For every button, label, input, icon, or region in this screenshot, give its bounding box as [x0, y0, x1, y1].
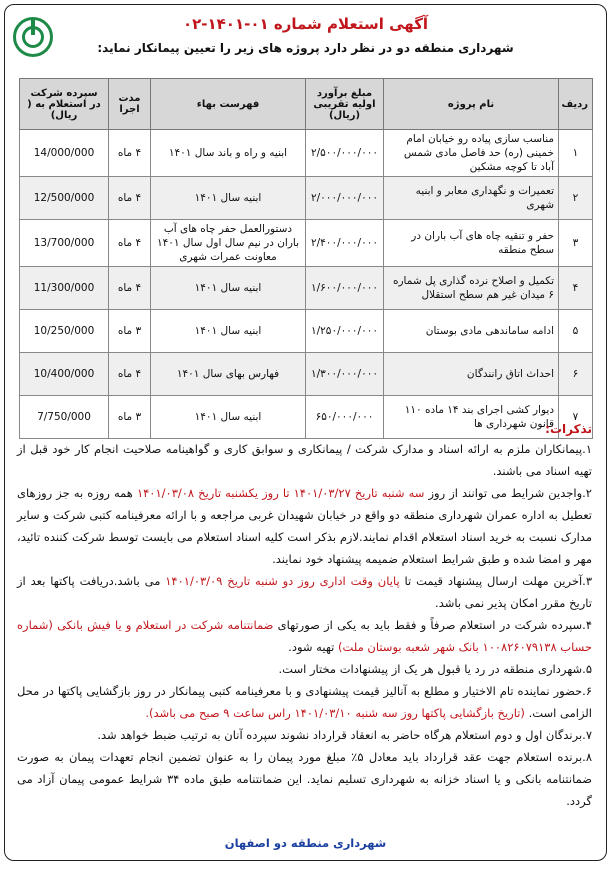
- note-8: ۸.برنده استعلام جهت عقد قرارداد باید معادل ۵٪ مبلغ مورد پیمان را به عنوان تضمین انجام تعهدات پیمان به صورت ضمانتنامه بانکی و یا اسناد خزانه به شهرداری تسلیم نماید. این ضمانتنامه طبق ماده ۳۴ شرایط عمومی پیمان آزاد می گردد.: [17, 750, 592, 808]
- price-list: ابنیه سال ۱۴۰۱: [151, 396, 306, 439]
- note-7: ۷.برندگان اول و دوم استعلام هرگاه حاضر به انعقاد قرارداد نشوند سپرده آنان به ترتیب ضبط خواهد شد.: [97, 728, 592, 742]
- notice-title: آگهی استعلام شماره ۰۱-۱۴۰۱-۰۲: [182, 15, 429, 33]
- note-3-text-b: می باشد.دریافت پاکتها بعد از تاریخ مقرر امکان پذیر نمی باشد.: [17, 574, 592, 610]
- table-header-row: [20, 79, 593, 130]
- deposit: 13/700/000: [20, 220, 109, 267]
- deposit: 11/300/000: [20, 267, 109, 310]
- table-row: [20, 220, 593, 267]
- budget: ۲/۰۰۰/۰۰۰/۰۰۰: [306, 177, 384, 220]
- row-number: ۷: [559, 396, 593, 439]
- note-5: ۵.شهرداری منطقه در رد یا قبول هر یک از پیشنهادات مختار است.: [278, 662, 592, 676]
- duration: ۴ ماه: [109, 177, 151, 220]
- project-name: تکمیل و اصلاح نرده گذاری پل شماره ۶ میدان غیر هم سطح استقلال: [384, 267, 559, 310]
- budget: ۱/۲۵۰/۰۰۰/۰۰۰: [306, 310, 384, 353]
- header-duration: مدت اجرا: [109, 79, 151, 130]
- note-6-opening-date: (تاریخ بازگشایی پاکتها روز سه شنبه ۱۴۰۱/۰۳/۱۰ راس ساعت ۹ صبح می باشد).: [145, 706, 525, 720]
- duration: ۴ ماه: [109, 220, 151, 267]
- row-number: ۶: [559, 353, 593, 396]
- note-6-text-a: ۶.حضور نماینده تام الاختیار و مطلع به آنالیز قیمت پیشنهادی و با معرفینامه کتبی پیمانکار در روز بازگشایی پاکتها در محل الزامی است.: [17, 684, 592, 720]
- table-row: [20, 177, 593, 220]
- note-4-text-a: ۴.سپرده شرکت در استعلام صرفاً و فقط باید به یکی از صورتهای: [273, 618, 593, 632]
- project-name: تعمیرات و نگهداری معابر و ابنیه شهری: [384, 177, 559, 220]
- deposit: 12/500/000: [20, 177, 109, 220]
- footer-signature: شهرداری منطقه دو اصفهان: [224, 836, 387, 850]
- budget: ۶۵۰/۰۰۰/۰۰۰: [306, 396, 384, 439]
- price-list: ابنیه سال ۱۴۰۱: [151, 177, 306, 220]
- note-3-deadline: پایان وقت اداری روز دو شنبه تاریخ ۱۴۰۱/۰۳/۰۹: [165, 574, 400, 588]
- project-name: احداث اتاق رانندگان: [384, 353, 559, 396]
- note-2-text-b: همه روزه به جز روزهای تعطیل به اداره عمران شهرداری منطقه دو واقع در خیابان شهیدان غربی مراجعه و با ارائه معرفینامه کتبی شرکت و سایر مدارک نسبت به خرید اسناد استعلام اقدام نمایند.لازم بذکر است کلیه اسناد استعلام می بایست توسط شرکت کننده تائید، مهر و امضا شده و طبق شرایط استعلام ضمیمه پیشنهاد خود نمایند.: [17, 486, 592, 566]
- header: [5, 5, 606, 79]
- note-2-dates: سه شنبه تاریخ ۱۴۰۱/۰۳/۲۷ تا روز یکشنبه تاریخ ۱۴۰۱/۰۳/۰۸: [136, 486, 425, 500]
- duration: ۴ ماه: [109, 267, 151, 310]
- notes-section: [17, 420, 592, 812]
- note-4-account: ضمانتنامه شرکت در استعلام و یا فیش بانکی (شماره حساب ۱۰۰۸۲۶۰۷۹۱۳۸ بانک شهر شعبه بوستان ملت): [17, 618, 592, 654]
- deposit: 7/750/000: [20, 396, 109, 439]
- price-list: فهارس بهای سال ۱۴۰۱: [151, 353, 306, 396]
- deposit: 10/400/000: [20, 353, 109, 396]
- note-3: [17, 570, 592, 614]
- note-1: ۱.پیمانکاران ملزم به ارائه اسناد و مدارک شرکت / پیمانکاری و سوابق کاری و گواهینامه صلاحیت انجام کار خود قبل از تهیه اسناد می باشند.: [17, 442, 592, 478]
- header-price-list: فهرست بهاء: [151, 79, 306, 130]
- row-number: ۳: [559, 220, 593, 267]
- table-row: [20, 267, 593, 310]
- budget: ۲/۵۰۰/۰۰۰/۰۰۰: [306, 130, 384, 177]
- budget: ۱/۳۰۰/۰۰۰/۰۰۰: [306, 353, 384, 396]
- row-number: ۵: [559, 310, 593, 353]
- notice-page: [4, 4, 607, 861]
- table-row: [20, 310, 593, 353]
- price-list: ابنیه سال ۱۴۰۱: [151, 310, 306, 353]
- duration: ۴ ماه: [109, 130, 151, 177]
- duration: ۴ ماه: [109, 353, 151, 396]
- header-row-number: ردیف: [559, 79, 593, 130]
- projects-table: [19, 78, 593, 439]
- budget: ۲/۴۰۰/۰۰۰/۰۰۰: [306, 220, 384, 267]
- project-name: حفر و تنقیه چاه های آب باران در سطح منطقه: [384, 220, 559, 267]
- price-list: دستورالعمل حفر چاه های آب باران در نیم سال اول سال ۱۴۰۱ معاونت عمرات شهری: [151, 220, 306, 267]
- note-4: [17, 614, 592, 658]
- row-number: ۲: [559, 177, 593, 220]
- row-number: ۴: [559, 267, 593, 310]
- notice-subtitle: شهرداری منطقه دو در نظر دارد پروژه های زیر را تعیین پیمانکار نماید:: [97, 41, 514, 55]
- note-2: [17, 482, 592, 570]
- price-list: ابنیه و راه و باند سال ۱۴۰۱: [151, 130, 306, 177]
- price-list: ابنیه سال ۱۴۰۱: [151, 267, 306, 310]
- project-name: مناسب سازی پیاده رو خیابان امام خمینی (ره) حد فاصل مادی شمس آباد تا کوچه مشکین: [384, 130, 559, 177]
- header-budget: مبلغ برآورد اولیه تقریبی (ریال): [306, 79, 384, 130]
- project-name: ادامه ساماندهی مادی بوستان: [384, 310, 559, 353]
- header-project-name: نام پروژه: [384, 79, 559, 130]
- note-3-text-a: ۳.آخرین مهلت ارسال پیشنهاد قیمت تا: [399, 574, 593, 588]
- project-name: دیوار کشی اجرای بند ۱۴ ماده ۱۱۰ قانون شهرداری ها: [384, 396, 559, 439]
- note-2-text-a: ۲.واجدین شرایط می توانند از روز: [424, 486, 592, 500]
- deposit: 10/250/000: [20, 310, 109, 353]
- deposit: 14/000/000: [20, 130, 109, 177]
- note-6: [17, 680, 592, 724]
- header-deposit: سپرده شرکت در استعلام به ( ریال): [20, 79, 109, 130]
- duration: ۳ ماه: [109, 310, 151, 353]
- table-row: [20, 130, 593, 177]
- table-row: [20, 353, 593, 396]
- notes-title: تذکرات:: [545, 422, 592, 436]
- budget: ۱/۶۰۰/۰۰۰/۰۰۰: [306, 267, 384, 310]
- duration: ۳ ماه: [109, 396, 151, 439]
- row-number: ۱: [559, 130, 593, 177]
- note-4-text-b: تهیه شود.: [288, 640, 338, 654]
